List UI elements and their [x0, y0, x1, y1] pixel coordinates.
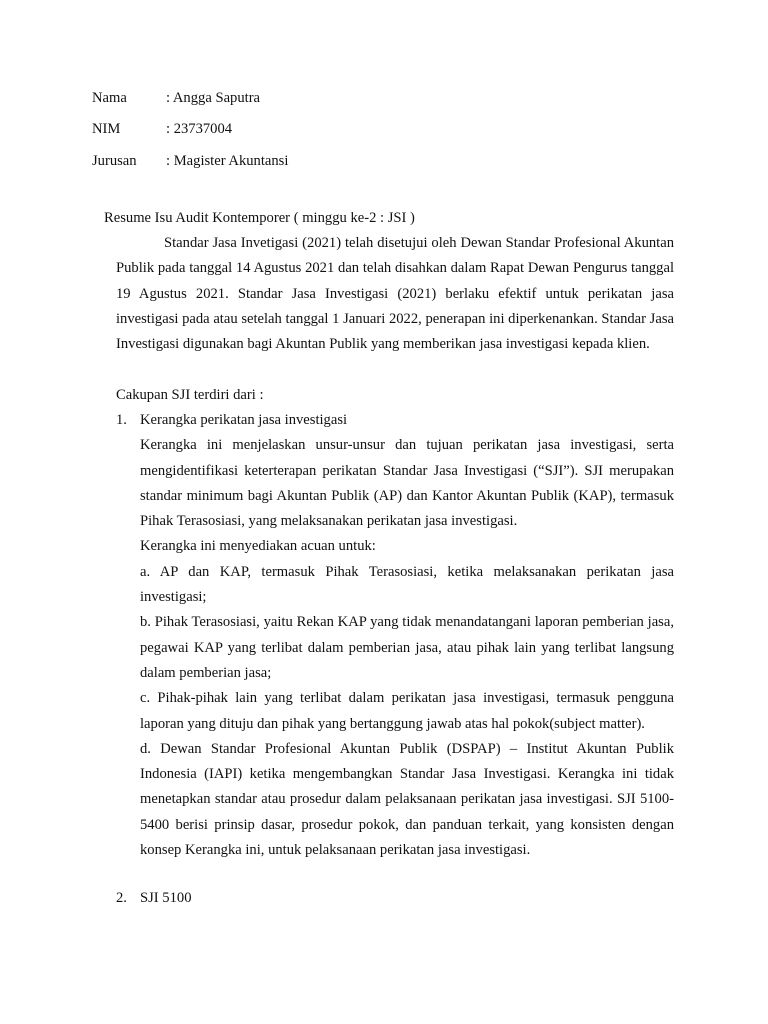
identity-label: NIM	[92, 121, 121, 137]
identity-value: : Angga Saputra	[166, 90, 261, 106]
provides-label: Kerangka ini menyediakan acuan untuk:	[140, 538, 376, 555]
list-item: c. Pihak-pihak lain yang terlibat dalam perikatan jasa investigasi, termasuk pengguna laporan yang dituju dan pihak yang bertanggung jawab atas hal pokok(subject matter).	[140, 690, 674, 732]
list-item: d. Dewan Standar Profesional Akuntan Publik (DSPAP) – Institut Akuntan Publik Indonesia (IAPI) ketika mengembangkan Standar Jasa Investigasi. Kerangka ini tidak menetapkan standar atau prosedur dalam pelaksanaan perikatan jasa investigasi. SJI 5100-5400 berisi prinsip dasar, prosedur pokok, dan panduan terkait, yang konsisten dengan konsep Kerangka ini, untuk pelaksanaan perikatan jasa investigasi.	[140, 740, 674, 859]
identity-label: Nama	[92, 90, 127, 106]
identity-label: Jurusan	[92, 153, 137, 169]
intro-paragraph: Standar Jasa Invetigasi (2021) telah disetujui oleh Dewan Standar Profesional Akuntan Publik pada tanggal 14 Agustus 2021 dan telah disahkan dalam Rapat Dewan Pengurus tanggal 19 Agustus 2021. Standar Jasa Investigasi (2021) berlaku efektif untuk perikatan jasa investigasi pada atau setelah tanggal 1 Januari 2022, penerapan ini diperkenankan. Standar Jasa Investigasi digunakan bagi Akuntan Publik yang memberikan jasa investigasi kepada klien.	[116, 235, 674, 353]
identity-value: : 23737004	[166, 121, 233, 137]
section-1	[116, 408, 674, 863]
identity-value: : Magister Akuntansi	[166, 153, 289, 169]
document-title: Resume Isu Audit Kontemporer ( minggu ke-2 : JSI )	[104, 210, 415, 226]
section-heading: Kerangka perikatan jasa investigasi	[140, 412, 348, 428]
list-item: a. AP dan KAP, termasuk Pihak Terasosiasi, ketika melaksanakan perikatan jasa investigasi;	[140, 563, 674, 606]
list-item: b. Pihak Terasosiasi, yaitu Rekan KAP yang tidak menandatangani laporan pemberian jasa, pegawai KAP yang terlibat dalam pemberian jasa, atau pihak lain yang terlibat langsung dalam pemberian jasa;	[140, 614, 674, 681]
section-paragraph: Kerangka ini menjelaskan unsur-unsur dan tujuan perikatan jasa investigasi, serta mengidentifikasi keterterapan perikatan Standar Jasa Investigasi (“SJI”). SJI merupakan standar minimum bagi Akuntan Publik (AP) dan Kantor Akuntan Publik (KAP), termasuk Pihak Terasosiasi, yang melaksanakan perikatan jasa investigasi.	[140, 437, 674, 530]
section-heading: SJI 5100	[140, 890, 192, 906]
section-2	[116, 886, 674, 911]
section-number: 1.	[116, 412, 127, 428]
section-number: 2.	[116, 890, 127, 906]
scope-label: Cakupan SJI terdiri dari :	[116, 387, 264, 403]
